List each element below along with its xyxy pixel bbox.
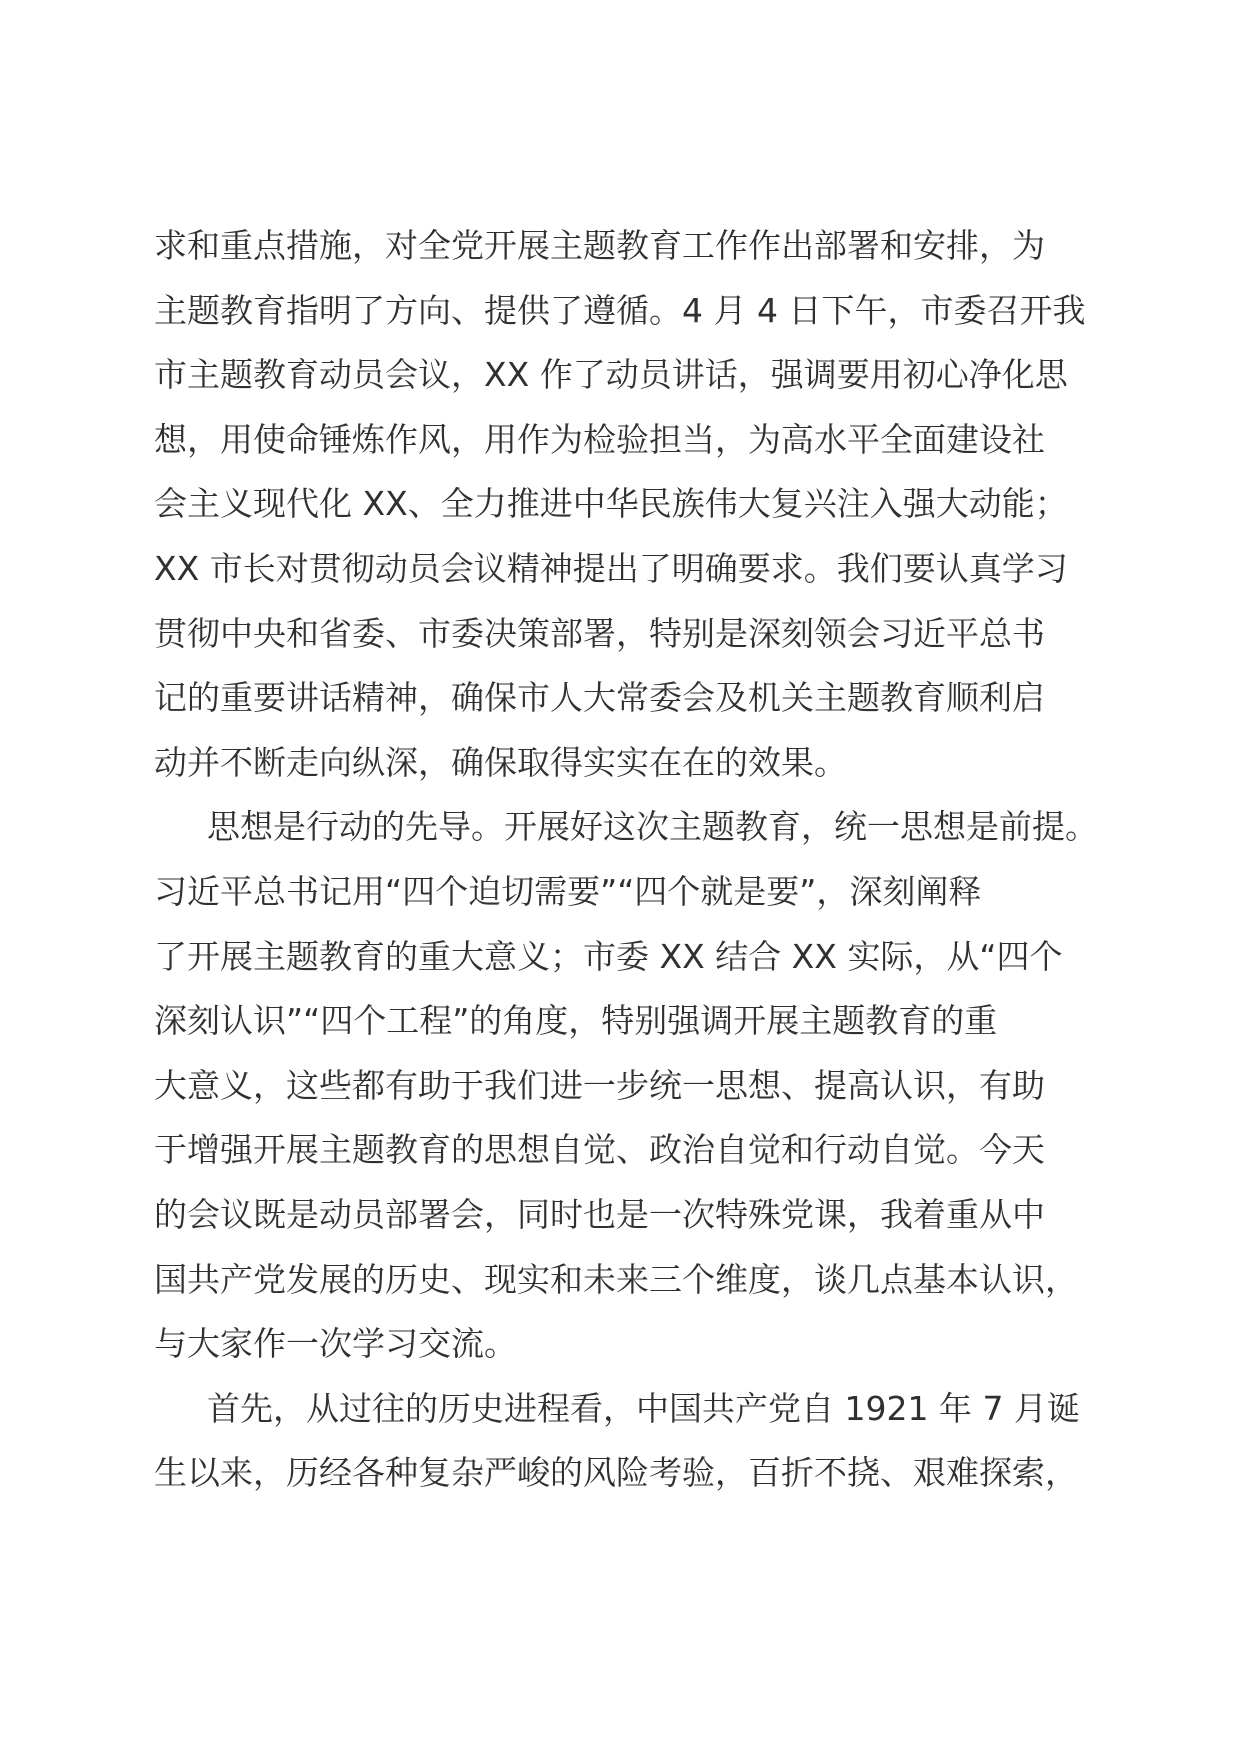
text-line: 与大家作一次学习交流。	[154, 1324, 517, 1364]
text-line: 求和重点措施，对全党开展主题教育工作作出部署和安排，为	[154, 226, 1045, 265]
text-line: 主题教育指明了方向、提供了遵循。4 月 4 日下午，市委召开我	[154, 290, 1086, 330]
text-line: 大意义，这些都有助于我们进一步统一思想、提高认识，有助	[154, 1065, 1045, 1105]
text-line: 深刻认识”“四个工程”的角度，特别强调开展主题教育的重	[154, 1001, 998, 1041]
text-line: 习近平总书记用“四个迫切需要”“四个就是要”，深刻阐释	[154, 871, 982, 911]
text-line: 动并不断走向纵深，确保取得实实在在的效果。	[154, 742, 847, 782]
text-line: 记的重要讲话精神，确保市人大常委会及机关主题教育顺利启	[154, 678, 1045, 718]
text-line: 会主义现代化 XX、全力推进中华民族伟大复兴注入强大动能；	[154, 484, 1068, 524]
text-line: XX 市长对贯彻动员会议精神提出了明确要求。我们要认真学习	[154, 548, 1068, 588]
body-text	[154, 214, 1114, 1506]
text-line: 于增强开展主题教育的思想自觉、政治自觉和行动自觉。今天	[154, 1130, 1045, 1170]
text-line: 的会议既是动员部署会，同时也是一次特殊党课，我着重从中	[154, 1194, 1045, 1234]
text-line: 想，用使命锤炼作风，用作为检验担当，为高水平全面建设社	[154, 419, 1045, 459]
text-line: 市主题教育动员会议，XX 作了动员讲话，强调要用初心净化思	[154, 355, 1068, 395]
paragraph-start-line: 思想是行动的先导。开展好这次主题教育，统一思想是前提。	[207, 807, 1098, 847]
text-line: 生以来，历经各种复杂严峻的风险考验，百折不挠、艰难探索，	[154, 1453, 1078, 1493]
text-line: 贯彻中央和省委、市委决策部署，特别是深刻领会习近平总书	[154, 613, 1045, 653]
text-line: 了开展主题教育的重大意义；市委 XX 结合 XX 实际，从“四个	[154, 936, 1063, 976]
text-line: 国共产党发展的历史、现实和未来三个维度，谈几点基本认识，	[154, 1259, 1078, 1299]
paragraph-start-line: 首先，从过往的历史进程看，中国共产党自 1921 年 7 月诞	[207, 1388, 1080, 1428]
